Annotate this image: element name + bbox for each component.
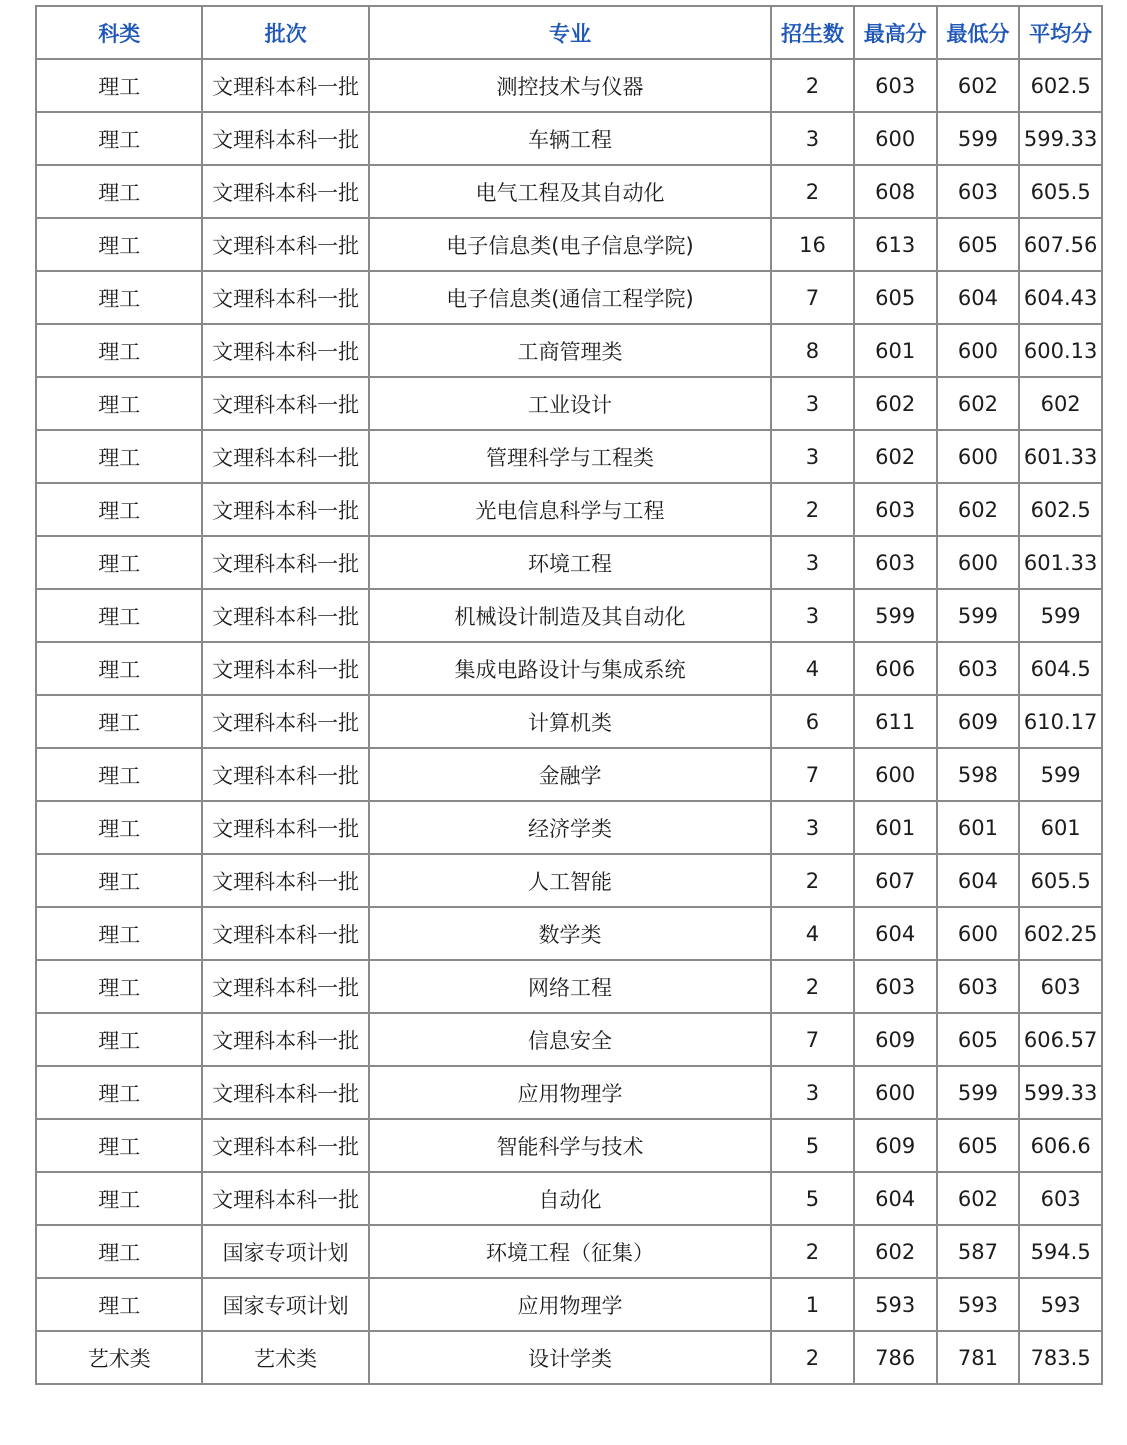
cell-max-score: 600	[854, 748, 937, 801]
cell-avg-score: 602.5	[1019, 59, 1102, 112]
cell-min-score: 603	[937, 960, 1020, 1013]
header-min-score: 最低分	[937, 6, 1020, 59]
cell-min-score: 600	[937, 907, 1020, 960]
cell-max-score: 604	[854, 907, 937, 960]
cell-max-score: 611	[854, 695, 937, 748]
cell-enrollment: 7	[771, 1013, 854, 1066]
cell-batch: 文理科本科一批	[202, 377, 368, 430]
cell-major: 经济学类	[369, 801, 771, 854]
table-body	[36, 59, 1102, 1384]
table-row	[36, 960, 1102, 1013]
cell-min-score: 781	[937, 1331, 1020, 1384]
cell-max-score: 593	[854, 1278, 937, 1331]
cell-enrollment: 3	[771, 536, 854, 589]
cell-major: 管理科学与工程类	[369, 430, 771, 483]
table-row	[36, 483, 1102, 536]
cell-max-score: 602	[854, 1225, 937, 1278]
cell-avg-score: 605.5	[1019, 854, 1102, 907]
cell-min-score: 605	[937, 1119, 1020, 1172]
header-max-score: 最高分	[854, 6, 937, 59]
cell-batch: 国家专项计划	[202, 1225, 368, 1278]
cell-category: 理工	[36, 748, 202, 801]
table-header-row	[36, 6, 1102, 59]
cell-category: 理工	[36, 218, 202, 271]
cell-avg-score: 601.33	[1019, 536, 1102, 589]
cell-batch: 文理科本科一批	[202, 483, 368, 536]
cell-batch: 文理科本科一批	[202, 165, 368, 218]
cell-enrollment: 3	[771, 1066, 854, 1119]
cell-category: 理工	[36, 642, 202, 695]
cell-category: 理工	[36, 324, 202, 377]
cell-max-score: 786	[854, 1331, 937, 1384]
cell-max-score: 606	[854, 642, 937, 695]
cell-min-score: 605	[937, 1013, 1020, 1066]
cell-enrollment: 3	[771, 112, 854, 165]
cell-category: 理工	[36, 1172, 202, 1225]
cell-enrollment: 8	[771, 324, 854, 377]
cell-batch: 文理科本科一批	[202, 1013, 368, 1066]
cell-enrollment: 3	[771, 377, 854, 430]
cell-enrollment: 7	[771, 748, 854, 801]
cell-major: 计算机类	[369, 695, 771, 748]
cell-avg-score: 602.5	[1019, 483, 1102, 536]
cell-batch: 文理科本科一批	[202, 536, 368, 589]
cell-major: 工业设计	[369, 377, 771, 430]
cell-batch: 文理科本科一批	[202, 695, 368, 748]
cell-batch: 文理科本科一批	[202, 218, 368, 271]
cell-batch: 文理科本科一批	[202, 642, 368, 695]
cell-min-score: 603	[937, 165, 1020, 218]
cell-enrollment: 2	[771, 960, 854, 1013]
cell-batch: 文理科本科一批	[202, 801, 368, 854]
table-row	[36, 748, 1102, 801]
cell-category: 理工	[36, 112, 202, 165]
table-row	[36, 801, 1102, 854]
cell-avg-score: 607.56	[1019, 218, 1102, 271]
cell-batch: 文理科本科一批	[202, 1066, 368, 1119]
cell-batch: 文理科本科一批	[202, 324, 368, 377]
cell-min-score: 602	[937, 483, 1020, 536]
cell-enrollment: 5	[771, 1172, 854, 1225]
table-row	[36, 1172, 1102, 1225]
table-row	[36, 1013, 1102, 1066]
cell-category: 理工	[36, 589, 202, 642]
cell-max-score: 601	[854, 801, 937, 854]
cell-avg-score: 593	[1019, 1278, 1102, 1331]
cell-min-score: 599	[937, 1066, 1020, 1119]
cell-min-score: 603	[937, 642, 1020, 695]
table-row	[36, 695, 1102, 748]
cell-avg-score: 601	[1019, 801, 1102, 854]
header-batch: 批次	[202, 6, 368, 59]
cell-enrollment: 4	[771, 642, 854, 695]
cell-major: 数学类	[369, 907, 771, 960]
table-row	[36, 1278, 1102, 1331]
cell-batch: 文理科本科一批	[202, 589, 368, 642]
table-row	[36, 165, 1102, 218]
admission-score-table	[35, 5, 1103, 1385]
cell-category: 理工	[36, 1119, 202, 1172]
header-category: 科类	[36, 6, 202, 59]
cell-category: 理工	[36, 483, 202, 536]
cell-enrollment: 6	[771, 695, 854, 748]
cell-major: 设计学类	[369, 1331, 771, 1384]
cell-min-score: 604	[937, 271, 1020, 324]
cell-enrollment: 1	[771, 1278, 854, 1331]
cell-enrollment: 5	[771, 1119, 854, 1172]
table-row	[36, 589, 1102, 642]
cell-avg-score: 605.5	[1019, 165, 1102, 218]
cell-max-score: 609	[854, 1119, 937, 1172]
cell-enrollment: 3	[771, 589, 854, 642]
table-row	[36, 854, 1102, 907]
cell-min-score: 599	[937, 589, 1020, 642]
cell-batch: 文理科本科一批	[202, 430, 368, 483]
cell-avg-score: 783.5	[1019, 1331, 1102, 1384]
cell-max-score: 609	[854, 1013, 937, 1066]
cell-enrollment: 16	[771, 218, 854, 271]
header-avg-score: 平均分	[1019, 6, 1102, 59]
cell-min-score: 587	[937, 1225, 1020, 1278]
cell-min-score: 601	[937, 801, 1020, 854]
cell-major: 金融学	[369, 748, 771, 801]
cell-major: 集成电路设计与集成系统	[369, 642, 771, 695]
cell-avg-score: 600.13	[1019, 324, 1102, 377]
cell-avg-score: 604.43	[1019, 271, 1102, 324]
cell-category: 理工	[36, 1278, 202, 1331]
cell-avg-score: 599.33	[1019, 112, 1102, 165]
cell-batch: 文理科本科一批	[202, 271, 368, 324]
cell-batch: 文理科本科一批	[202, 112, 368, 165]
cell-avg-score: 606.6	[1019, 1119, 1102, 1172]
table-row	[36, 324, 1102, 377]
cell-avg-score: 602.25	[1019, 907, 1102, 960]
cell-avg-score: 606.57	[1019, 1013, 1102, 1066]
cell-major: 智能科学与技术	[369, 1119, 771, 1172]
cell-max-score: 607	[854, 854, 937, 907]
cell-max-score: 600	[854, 1066, 937, 1119]
cell-min-score: 598	[937, 748, 1020, 801]
cell-max-score: 600	[854, 112, 937, 165]
cell-enrollment: 2	[771, 854, 854, 907]
table-row	[36, 377, 1102, 430]
cell-avg-score: 594.5	[1019, 1225, 1102, 1278]
cell-major: 应用物理学	[369, 1066, 771, 1119]
cell-major: 环境工程	[369, 536, 771, 589]
cell-category: 理工	[36, 801, 202, 854]
cell-max-score: 601	[854, 324, 937, 377]
cell-category: 理工	[36, 695, 202, 748]
cell-category: 理工	[36, 1225, 202, 1278]
cell-enrollment: 2	[771, 59, 854, 112]
cell-batch: 文理科本科一批	[202, 1119, 368, 1172]
cell-batch: 文理科本科一批	[202, 960, 368, 1013]
cell-max-score: 603	[854, 59, 937, 112]
cell-avg-score: 602	[1019, 377, 1102, 430]
cell-min-score: 605	[937, 218, 1020, 271]
cell-min-score: 600	[937, 430, 1020, 483]
cell-avg-score: 610.17	[1019, 695, 1102, 748]
cell-major: 电子信息类(电子信息学院)	[369, 218, 771, 271]
cell-category: 理工	[36, 377, 202, 430]
cell-min-score: 602	[937, 1172, 1020, 1225]
cell-min-score: 600	[937, 536, 1020, 589]
cell-batch: 国家专项计划	[202, 1278, 368, 1331]
cell-enrollment: 3	[771, 801, 854, 854]
cell-max-score: 602	[854, 377, 937, 430]
table-row	[36, 218, 1102, 271]
cell-major: 自动化	[369, 1172, 771, 1225]
cell-max-score: 608	[854, 165, 937, 218]
cell-max-score: 603	[854, 536, 937, 589]
cell-major: 机械设计制造及其自动化	[369, 589, 771, 642]
cell-min-score: 593	[937, 1278, 1020, 1331]
cell-major: 信息安全	[369, 1013, 771, 1066]
cell-batch: 文理科本科一批	[202, 748, 368, 801]
cell-max-score: 613	[854, 218, 937, 271]
cell-max-score: 599	[854, 589, 937, 642]
cell-min-score: 602	[937, 59, 1020, 112]
header-major: 专业	[369, 6, 771, 59]
cell-major: 工商管理类	[369, 324, 771, 377]
cell-category: 理工	[36, 1066, 202, 1119]
cell-max-score: 602	[854, 430, 937, 483]
cell-min-score: 599	[937, 112, 1020, 165]
table-row	[36, 1331, 1102, 1384]
cell-min-score: 604	[937, 854, 1020, 907]
cell-max-score: 605	[854, 271, 937, 324]
cell-major: 测控技术与仪器	[369, 59, 771, 112]
cell-enrollment: 2	[771, 1331, 854, 1384]
cell-major: 光电信息科学与工程	[369, 483, 771, 536]
cell-category: 理工	[36, 271, 202, 324]
cell-category: 理工	[36, 536, 202, 589]
cell-enrollment: 7	[771, 271, 854, 324]
cell-avg-score: 599	[1019, 748, 1102, 801]
cell-category: 理工	[36, 854, 202, 907]
cell-avg-score: 599	[1019, 589, 1102, 642]
table-row	[36, 536, 1102, 589]
table-row	[36, 430, 1102, 483]
cell-avg-score: 603	[1019, 960, 1102, 1013]
cell-major: 车辆工程	[369, 112, 771, 165]
cell-enrollment: 4	[771, 907, 854, 960]
cell-enrollment: 2	[771, 483, 854, 536]
cell-major: 网络工程	[369, 960, 771, 1013]
cell-batch: 文理科本科一批	[202, 1172, 368, 1225]
cell-max-score: 603	[854, 483, 937, 536]
cell-avg-score: 601.33	[1019, 430, 1102, 483]
cell-max-score: 603	[854, 960, 937, 1013]
cell-major: 应用物理学	[369, 1278, 771, 1331]
cell-category: 理工	[36, 59, 202, 112]
cell-category: 艺术类	[36, 1331, 202, 1384]
cell-min-score: 602	[937, 377, 1020, 430]
cell-min-score: 609	[937, 695, 1020, 748]
cell-enrollment: 2	[771, 1225, 854, 1278]
cell-major: 电子信息类(通信工程学院)	[369, 271, 771, 324]
cell-batch: 文理科本科一批	[202, 907, 368, 960]
cell-category: 理工	[36, 165, 202, 218]
cell-min-score: 600	[937, 324, 1020, 377]
cell-batch: 文理科本科一批	[202, 854, 368, 907]
cell-enrollment: 3	[771, 430, 854, 483]
table-row	[36, 1225, 1102, 1278]
table-row	[36, 642, 1102, 695]
table-row	[36, 1066, 1102, 1119]
cell-max-score: 604	[854, 1172, 937, 1225]
cell-avg-score: 604.5	[1019, 642, 1102, 695]
cell-avg-score: 599.33	[1019, 1066, 1102, 1119]
cell-category: 理工	[36, 960, 202, 1013]
table-row	[36, 271, 1102, 324]
cell-major: 环境工程（征集）	[369, 1225, 771, 1278]
cell-category: 理工	[36, 1013, 202, 1066]
table-row	[36, 59, 1102, 112]
cell-major: 人工智能	[369, 854, 771, 907]
cell-batch: 艺术类	[202, 1331, 368, 1384]
cell-category: 理工	[36, 907, 202, 960]
header-enrollment: 招生数	[771, 6, 854, 59]
table-row	[36, 112, 1102, 165]
cell-batch: 文理科本科一批	[202, 59, 368, 112]
cell-major: 电气工程及其自动化	[369, 165, 771, 218]
table-row	[36, 907, 1102, 960]
table-row	[36, 1119, 1102, 1172]
cell-avg-score: 603	[1019, 1172, 1102, 1225]
cell-enrollment: 2	[771, 165, 854, 218]
cell-category: 理工	[36, 430, 202, 483]
